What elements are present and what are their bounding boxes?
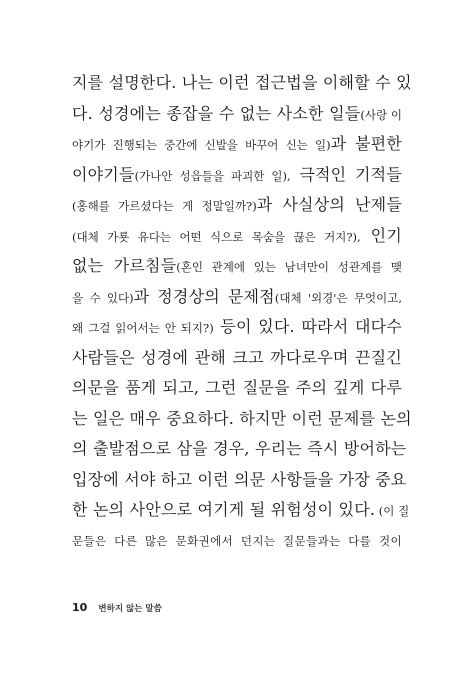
text-line <box>72 465 407 496</box>
parenthetical-text: (대체 가룟 유다는 어떤 식으로 목숨을 끊은 거지?), <box>72 229 361 244</box>
body-text-run: 극적인 기적들 <box>290 164 402 184</box>
body-text-run: 사람들은 성경에 관해 크고 까다로우며 끈질긴 <box>72 347 402 367</box>
text-line <box>72 373 402 404</box>
text-line <box>72 129 402 160</box>
text-line <box>72 404 412 435</box>
parenthetical-text: (대체 '외경'은 무엇이고, <box>274 290 402 305</box>
text-line <box>72 526 402 557</box>
parenthetical-text: (혼인 관계에 있는 남녀만이 성관계를 맺 <box>176 260 402 274</box>
body-text-run: 지를 설명한다. 나는 이런 접근법을 이해할 수 있 <box>72 73 412 92</box>
body-text-run: 입장에 서야 하고 이런 의문 사항들을 가장 중요 <box>72 469 407 489</box>
parenthetical-text: 야기가 진행되는 중간에 신발을 바꾸어 신는 일) <box>72 138 331 152</box>
text-line <box>72 495 410 526</box>
body-text-run: 는 일은 매우 중요하다. 하지만 이런 문제를 논의 <box>72 408 412 428</box>
text-line <box>72 312 402 343</box>
body-text-run: 과 사실상의 난제들 <box>256 195 402 214</box>
text-line <box>72 160 402 191</box>
body-text-run: 이야기들 <box>72 164 135 184</box>
body-text-run: 의문을 품게 되고, 그런 질문을 주의 깊게 다루 <box>72 378 402 397</box>
text-line <box>72 68 412 99</box>
parenthetical-text: 문들은 다른 많은 문화권에서 던지는 질문들과는 다를 것이 <box>72 533 402 548</box>
body-text-run: 의 출발점으로 삼을 경우, 우리는 즉시 방어하는 <box>72 439 407 458</box>
parenthetical-text: (홍해를 가르셨다는 게 정말일까?) <box>72 199 257 213</box>
body-text-run: 한 논의 사안으로 여기게 될 위험성이 있다. <box>72 500 376 519</box>
parenthetical-text: (사랑 이 <box>360 107 403 122</box>
body-text-run: 없는 가르침들 <box>72 256 177 275</box>
running-title: 변하지 않는 말씀 <box>98 604 162 614</box>
parenthetical-text: (이 질 <box>375 504 410 518</box>
text-line <box>72 99 402 130</box>
page-number: 10 <box>72 601 88 614</box>
body-text-run: 과 정경상의 문제점 <box>133 286 275 306</box>
text-line <box>72 282 402 313</box>
parenthetical-text: 을 수 있다) <box>72 290 134 305</box>
body-text-run: 등이 있다. 따라서 대다수 <box>213 317 402 336</box>
parenthetical-text: (가나안 성읍들을 파괴한 일), <box>134 168 291 183</box>
text-line <box>72 251 402 282</box>
body-text <box>72 68 412 556</box>
page-footer <box>72 598 162 614</box>
body-text-run: 인기 <box>360 225 402 245</box>
text-line <box>72 190 402 221</box>
text-line <box>72 343 402 374</box>
parenthetical-text: 왜 그걸 읽어서는 안 되지?) <box>72 321 214 335</box>
text-line <box>72 434 407 465</box>
text-line <box>72 221 402 252</box>
body-text-run: 다. 성경에는 종잡을 수 없는 사소한 일들 <box>72 103 361 123</box>
body-text-run: 과 불편한 <box>330 134 402 153</box>
